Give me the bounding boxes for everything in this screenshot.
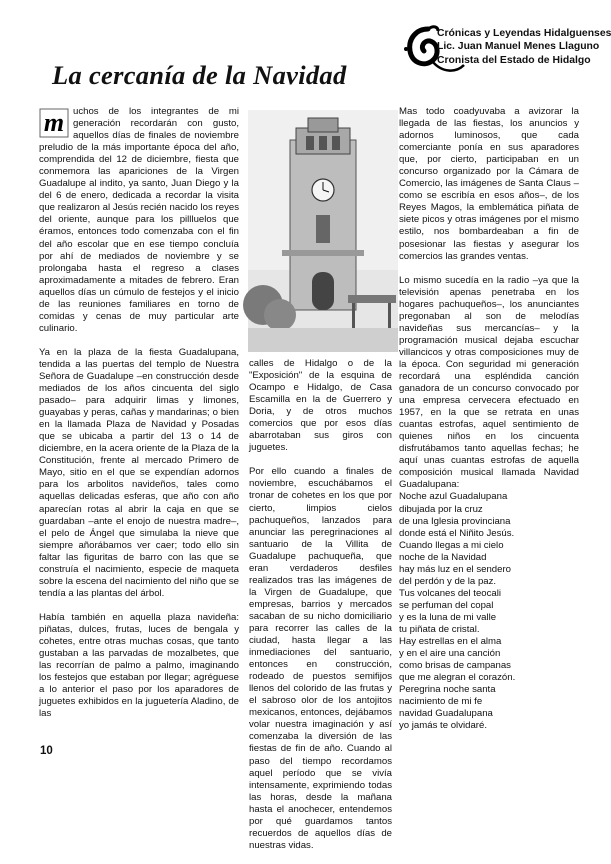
left-paragraph-2: Ya en la plaza de la fiesta Guadalupana, tendida a las puertas del templo de Nuestra Señora de Guadalupe –en construcción desde mediados de los años cincuenta del siglo pasado– para adquirir limas y limones, guayabas y peras, cañas y mandarinas; o bien en la llamada Plaza de Navidad y Posadas que se ubicaba a partir del 13 o 14 de diciembre, en la acera oriente de la Plaza de la Constitución, frente al mercado Primero de Mayo, sitio en el que se expendían adornos para los arbolitos navideños, tales como aquellas delicadas esferas, que año con año aparecían rotas al abrir la caja en que se guardaban –ante el enojo de nuestra madre–, el pelo de Ángel que simulaba la nieve que siempre añorábamos ver caer; todo ello sin faltar las figuritas de barro con las que se construía el nacimiento, especie de maqueta sobre la escena del nacimiento del niño que se tendía a las plantas del árbol. xyxy=(39,346,240,599)
lyric-line: noche de la Navidad xyxy=(399,551,487,563)
lyric-line: Cuando llegas a mi cielo xyxy=(399,539,504,551)
lyric-line: que me alegran el corazón. xyxy=(399,672,516,684)
lyric-line: Hay estrellas en el alma xyxy=(399,636,502,648)
lyric-line: hay más luz en el sendero xyxy=(399,563,511,575)
dropcap-m-icon xyxy=(39,108,69,138)
lyric-line: de una Iglesia provinciana xyxy=(399,515,511,527)
lyric-line: navidad Guadalupana xyxy=(399,708,493,720)
middle-paragraph-2: Por ello cuando a finales de noviembre, escuchábamos el tronar de cohetes en los que por cierto, limpios cielos pachuqueños, lanzados para anunciar las peregrinaciones al santuario de la Villita de Guadalupe pachuqueña, que eran verdaderos desfiles realizados tras las imágenes de la Virgen de Guadalupe, que empresas, barrios y mercados sacaban de su nicho domiciliario para recorrer las calles de la ciudad, hasta llegar a las inmediaciones del santuario, entonces en construcción, rodeado de puestos semifijos llenos del colorido de las frutas y el sabroso olor de los antojitos mexicanos, entonces, dejábamos volar nuestra imaginación y así comenzaba la diversión de las fiestas de fin de año. Cuando al paso del tiempo recordamos aquel período que se vivía intensamente, exprimiendo todas las horas, desde la mañana hasta el anochecer, entendemos por qué guardamos tantos recuerdos de aquellos días de nuestras vidas. xyxy=(249,466,392,851)
clock-tower-photo xyxy=(248,110,398,352)
lyric-line: tu piñata de cristal. xyxy=(399,623,480,635)
page-number: 10 xyxy=(40,745,53,757)
left-paragraph-3: Había también en aquella plaza navideña: piñatas, dulces, frutas, luces de bengala y cohetes, entre otras muchas cosas, que tanto gustaban a las parvadas de mozalbetes, que las recorrían de palmo a palmo, imaginando los festejos que estaban por llegar; agréguese a lo anterior el paso por los aparadores de juguetes exhibidos en la juguetería Aladino, de las xyxy=(39,611,239,720)
author-credits xyxy=(437,27,611,67)
right-paragraph-1: Mas todo coadyuvaba a avizorar la llegada de las fiestas, los anuncios y adornos luminosos, que cada comerciante ponía en sus aparadores que, por cierto, participaban en un concurso organizado por la Cámara de Comercio, las imágenes de Santa Claus –como se escribía en esos años–, de los Reyes Magos, la emblemática piñata de siete picos y otras imágenes por el mismo estilo, nos bombardeaban a fin de posesionar las fiestas y asegurar los comercios las grandes ventas. xyxy=(399,106,579,262)
lyric-line: como brisas de campanas xyxy=(399,660,511,672)
article-title: La cercanía de la Navidad xyxy=(52,60,347,90)
lyric-line: del perdón y de la paz. xyxy=(399,575,497,587)
lyric-line: Peregrina noche santa xyxy=(399,684,496,696)
lyric-line: y es la luna de mi valle xyxy=(399,611,497,623)
dropcap-letter: m xyxy=(43,108,65,137)
lyric-line: yo jamás te olvidaré. xyxy=(399,720,487,732)
credit-author: Lic. Juan Manuel Menes Llaguno xyxy=(437,41,600,53)
middle-column xyxy=(249,358,392,864)
lyric-line: y en el aire una canción xyxy=(399,648,501,660)
lyric-line: Tus volcanes del teocali xyxy=(399,587,502,599)
middle-paragraph-1: calles de Hidalgo o de la "Exposición" de la esquina de Ocampo e Hidalgo, de Casa Escamilla en la de Guerrero y Doria, y de otros muchos comercios que por esos días abarrotaban sus giros con juguetes. xyxy=(249,358,392,454)
lyric-line: se perfuman del copal xyxy=(399,599,494,611)
credit-role: Cronista del Estado de Hidalgo xyxy=(437,54,591,66)
left-paragraph-1-text: uchos de los integrantes de mi generación recordarán con gusto, aquellos días de finales de noviembre preludio de la más importante época del año, comprendida del 12 de diciembre, fiesta que conmemora las apariciones de la Virgen Guadalupe al indito, ya santo, Juan Diego y la del 6 de enero, dedicada a recordar la visita que realizaron al Jesús recién nacido los reyes del oriente, aunque para los pillluelos que éramos, entonces todo comenzaba con el fin del año escolar que en ese tiempo concluía por ahí de mediados de noviembre y se prolongaba hasta el regreso a clases aproximadamente a mitades de febrero. Eran aquellos días un cúmulo de festejos y el inicio de las reuniones familiares en torno de comidas y cenas de muy particular arte culinario. xyxy=(39,106,239,334)
credit-series: Crónicas y Leyendas Hidalguenses xyxy=(437,28,611,39)
lyric-line: Noche azul Guadalupana xyxy=(399,491,508,503)
right-paragraph-2: Lo mismo sucedía en la radio –ya que la televisión apenas penetraba en los hogares pachuqueños–, los anunciantes pregonaban al son de melodías navideñas sus mercancías– y la programación musical dejaba escuchar villancicos y otras composiciones muy de la época. Con seguridad mi generación recordará una espléndida canción ganadora de un concurso convocado por una empresa cervecera efectuado en 1957, en la que se retrata en unas cuantas estrofas, aquel sentimiento de quienes niños en los cincuenta disfrutábamos tanto aquellas fechas; he aquí unas cuantas estrofas de aquella composición musical llamada Navidad Guadalupana: xyxy=(399,274,579,491)
song-lyrics xyxy=(399,491,579,732)
lyric-line: nacimiento de mi fe xyxy=(399,696,483,708)
left-column xyxy=(39,106,239,732)
lyric-line: dibujada por la cruz xyxy=(399,503,483,515)
lyric-line: donde está el Niñito Jesús. xyxy=(399,527,515,539)
right-column xyxy=(399,106,579,732)
left-paragraph-1 xyxy=(39,106,239,335)
